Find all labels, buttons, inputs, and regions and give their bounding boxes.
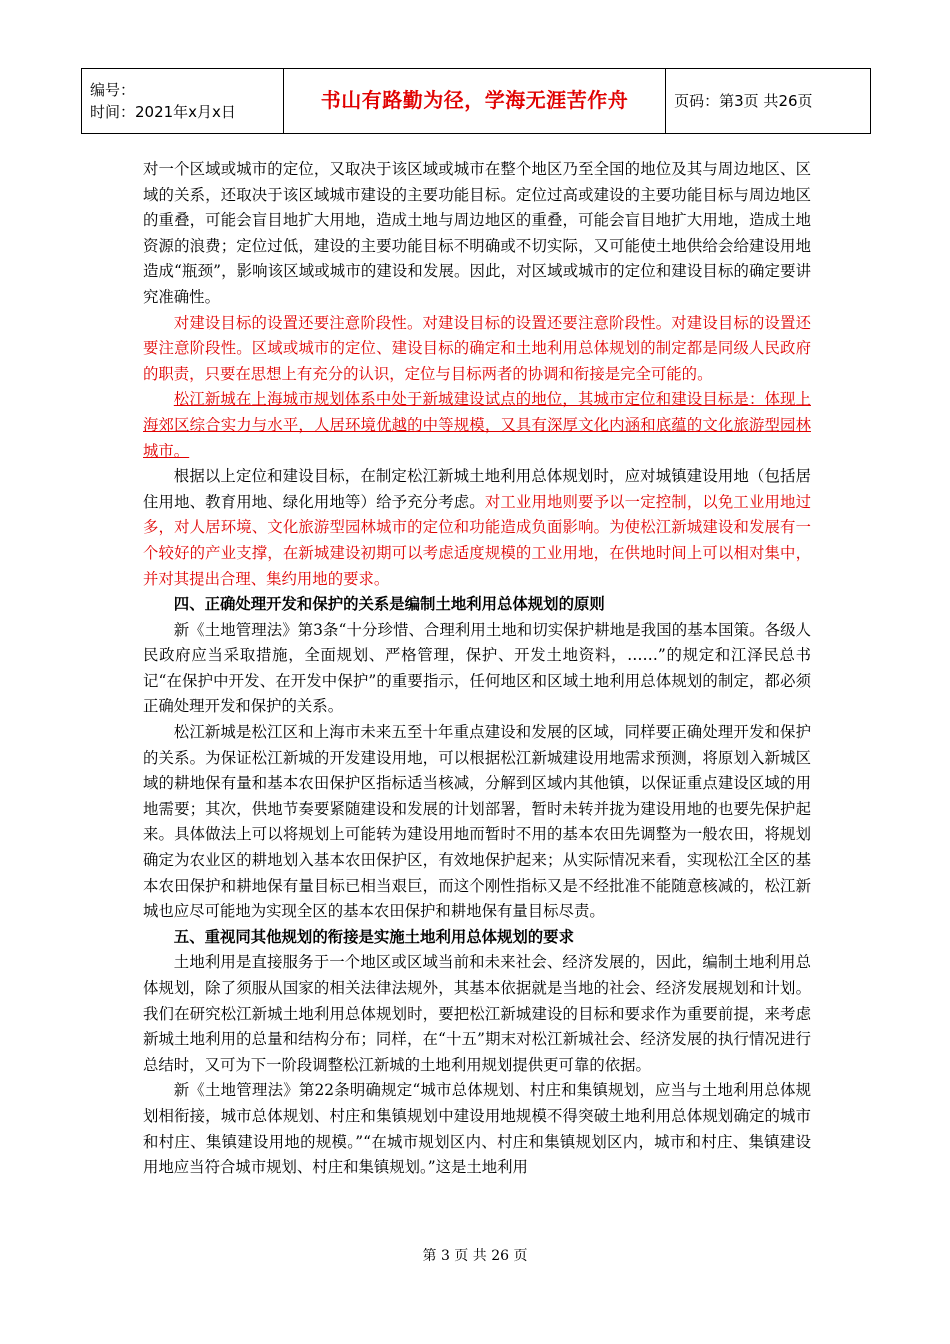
header-motto-cell [283,69,665,134]
section-heading-5: 五、重视同其他规划的衔接是实施土地利用总体规划的要求 [173,927,574,946]
header-motto: 书山有路勤为径，学海无涯苦作舟 [320,88,629,112]
body-paragraph: 新《土地管理法》第3条“十分珍惜、合理利用土地和切实保护耕地是我国的基本国策。各级人民政府应当采取措施，全面规划、严格管理，保护、开发土地资料，……”的规定和江泽民总书记“在保护中开发、在开发中保护”的重要指示，任何地区和区域土地利用总体规划的制定，都必须正确处理开发和保护的关系。 [143,620,811,716]
header-page-cell [666,69,871,134]
document-header [81,68,871,134]
header-meta-cell [82,69,284,134]
body-paragraph: 新《土地管理法》第22条明确规定“城市总体规划、村庄和集镇规划，应当与土地利用总体规划相衔接，城市总体规划、村庄和集镇规划中建设用地规模不得突破土地利用总体规划确定的城市和村庄、集镇建设用地的规模。”“在城市规划区内、村庄和集镇规划区内，城市和村庄、集镇建设用地应当符合城市规划、村庄和集镇规划。”这是土地利用 [143,1081,811,1177]
body-paragraph: 松江新城是松江区和上海市未来五至十年重点建设和发展的区域，同样要正确处理开发和保护的关系。为保证松江新城的开发建设用地，可以根据松江新城建设用地需求预测，将原划入新城区域的耕地保有量和基本农田保护区指标适当核减，分解到区域内其他镇，以保证重点建设区域的用地需要；其次，供地节奏要紧随建设和发展的计划部署，暂时未转并拢为建设用地的也要先保护起来。具体做法上可以将规划上可能转为建设用地而暂时不用的基本农田先调整为一般农田，将规划确定为农业区的耕地划入基本农田保护区，有效地保护起来；从实际情况来看，实现松江全区的基本农田保护和耕地保有量目标已相当艰巨，而这个刚性指标又是不经批准不能随意核减的，松江新城也应尽可能地为实现全区的基本农田保护和耕地保有量目标尽责。 [143,723,811,921]
body-paragraph-red: 对建设目标的设置还要注意阶段性。对建设目标的设置还要注意阶段性。对建设目标的设置还要注意阶段性。区域或城市的定位、建设目标的确定和土地利用总体规划的制定都是同级人民政府的职责，只要在思想上有充分的认识，定位与目标两者的协调和衔接是完全可能的。 [143,313,811,383]
header-page-info: 页码：第3页 共26页 [674,92,813,110]
body-paragraph: 土地利用是直接服务于一个地区或区域当前和未来社会、经济发展的，因此，编制土地利用总体规划，除了须服从国家的相关法律法规外，其基本依据就是当地的社会、经济发展规划和计划。我们在研究松江新城土地利用总体规划时，要把松江新城建设的目标和要求作为重要前提，来考虑新城土地利用的总量和结构分布；同样，在“十五”期末对松江新城社会、经济发展的执行情况进行总结时，又可为下一阶段调整松江新城的土地利用规划提供更可靠的依据。 [143,953,811,1074]
body-paragraph: 对一个区域或城市的定位，又取决于该区域或城市在整个地区乃至全国的地位及其与周边地区、区域的关系，还取决于该区域城市建设的主要功能目标。定位过高或建设的主要功能目标与周边地区的重叠，可能会盲目地扩大用地，造成土地与周边地区的重叠，可能会盲目地扩大用地，造成土地资源的浪费；定位过低，建设的主要功能目标不明确或不切实际，又可能使土地供给会给建设用地造成“瓶颈”，影响该区域或城市的建设和发展。因此，对区域或城市的定位和建设目标的确定要讲究准确性。 [143,160,811,306]
underlined-red-text: 松江新城在上海城市规划体系中处于新城建设试点的地位，其城市定位和建设目标是：体现上海郊区综合实力与水平，人居环境优越的中等规模，又具有深厚文化内涵和底蕴的文化旅游型园林城市。 [143,390,811,460]
page-footer: 第 3 页 共 26 页 [422,1248,528,1264]
body-paragraph-red-underline [143,387,811,464]
paragraph-black-text: 根据以上定位和建设目标，在制定松江新城土地利用总体规划时，应对城镇建设用地（包括居住用地、教育用地、绿化用地等）给予充分考虑。 [143,467,811,511]
document-number-label: 编号： [90,81,136,99]
paragraph-red-text: 对工业用地则要予以一定控制，以免工业用地过多，对人居环境、文化旅游型园林城市的定位和功能造成负面影响。为使松江新城建设和发展有一个较好的产业支撑，在新城建设初期可以考虑适度规模的工业用地，在供地时间上可以相对集中，并对其提出合理、集约用地的要求。 [143,492,811,588]
document-date-label: 时间：2021年x月x日 [90,103,236,121]
section-heading-4: 四、正确处理开发和保护的关系是编制土地利用总体规划的原则 [173,595,605,614]
document-body [143,157,811,1181]
body-paragraph-mixed [143,464,811,592]
